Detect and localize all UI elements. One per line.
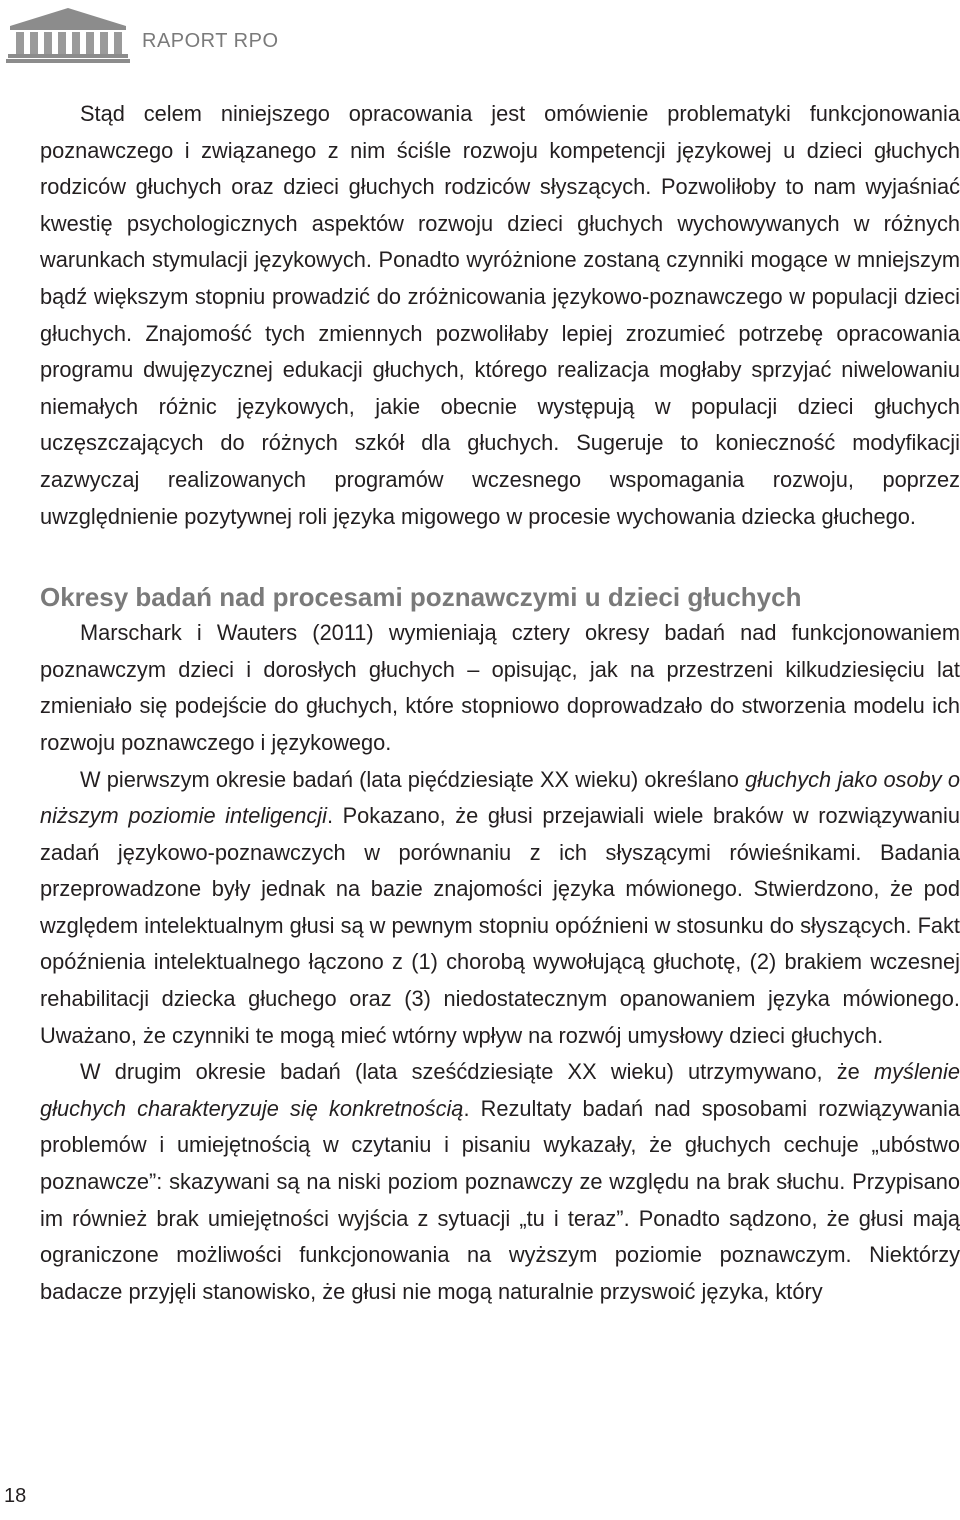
page-number: 18 xyxy=(4,1485,27,1507)
page-body xyxy=(40,96,960,1310)
building-columns-icon xyxy=(6,6,130,64)
section-paragraph-1: Marschark i Wauters (2011) wymieniają cztery okresy badań nad funkcjonowaniem poznawczym dzieci i dorosłych głuchych – opisując, jak na przestrzeni kilkudziesięciu lat zmieniało się podejście do głuchych, które stopniowo doprowadzało do stworzenia modelu ich rozwoju poznawczego i językowego. xyxy=(40,620,960,755)
section-paragraph-3 xyxy=(40,1054,960,1310)
running-header: RAPORT RPO xyxy=(142,30,279,52)
emphasis-text: myślenie głuchych charakteryzuje się konkretnością xyxy=(40,1059,960,1121)
paragraph-text: . Rezultaty badań nad sposobami rozwiązywania problemów i umiejętnością w czytaniu i pisaniu wykazały, że głuchych cechuje „ubóstwo poznawcze”: skazywani są na niski poziom poznawczy ze względu na brak słuchu. Przypisano im również brak umiejętności wyjścia z sytuacji „tu i teraz”. Ponadto sądzono, że głusi mają ograniczone możliwości funkcjonowania na wyższym poziomie poznawczym. Niektórzy badacze przyjęli stanowisko, że głusi nie mogą naturalnie przyswoić języka, który xyxy=(40,1095,960,1304)
emphasis-text: głuchych jako osoby o niższym poziomie inteligencji xyxy=(40,766,960,829)
paragraph-text: W pierwszym okresie badań (lata pięćdziesiąte XX wieku) określano xyxy=(80,766,746,792)
intro-paragraph: Stąd celem niniejszego opracowania jest omówienie problematyki funkcjonowania poznawczego i związanego z nim ściśle rozwoju kompetencji językowej u dzieci głuchych rodziców głuchych oraz dzieci głuchych rodziców słyszących. Pozwoliłoby to nam wyjaśniać kwestię psychologicznych aspektów rozwoju dzieci głuchych wychowywanych w różnych warunkach stymulacji językowych. Ponadto wyróżnione zostaną czynniki mogące w mniejszym bądź większym stopniu prowadzić do zróżnicowania językowo-poznawczego w populacji dzieci głuchych. Znajomość tych zmiennych pozwoliłaby lepiej zrozumieć potrzebę opracowania programu dwujęzycznej edukacji głuchych, którego realizacja mogłaby sprzyjać niwelowaniu niemałych różnic językowych, jakie obecnie występują w populacji dzieci głuchych uczęszczających do różnych szkół dla głuchych. Sugeruje to konieczność modyfikacji zazwyczaj realizowanych programów wczesnego wspomagania rozwoju, poprzez uwzględnienie pozytywnej roli języka migowego w procesie wychowania dziecka głuchego. xyxy=(40,101,960,529)
paragraph-text: . Pokazano, że głusi przejawiali wiele braków w rozwiązywaniu zadań językowo-poznawczych w porównaniu z ich słyszącymi rówieśnikami. Badania przeprowadzone były jednak na bazie znajomości języka mówionego. Stwierdzono, że pod względem intelektualnym głusi są w pewnym stopniu opóźnieni w stosunku do słyszących. Fakt opóźnienia intelektualnego łączono z (1) chorobą wywołującą głuchotę, (2) brakiem wczesnej rehabilitacji dziecka głuchego oraz (3) niedostatecznym opanowaniem języka mówionego. Uważano, że czynniki te mogą mieć wtórny wpływ na rozwój umysłowy dzieci głuchych. xyxy=(40,803,960,1048)
section-paragraph-2 xyxy=(40,762,960,1055)
paragraph-text: W drugim okresie badań (lata sześćdziesiąte XX wieku) utrzymywano, że xyxy=(80,1059,874,1085)
section-heading: Okresy badań nad procesami poznawczymi u dzieci głuchych xyxy=(40,582,802,613)
